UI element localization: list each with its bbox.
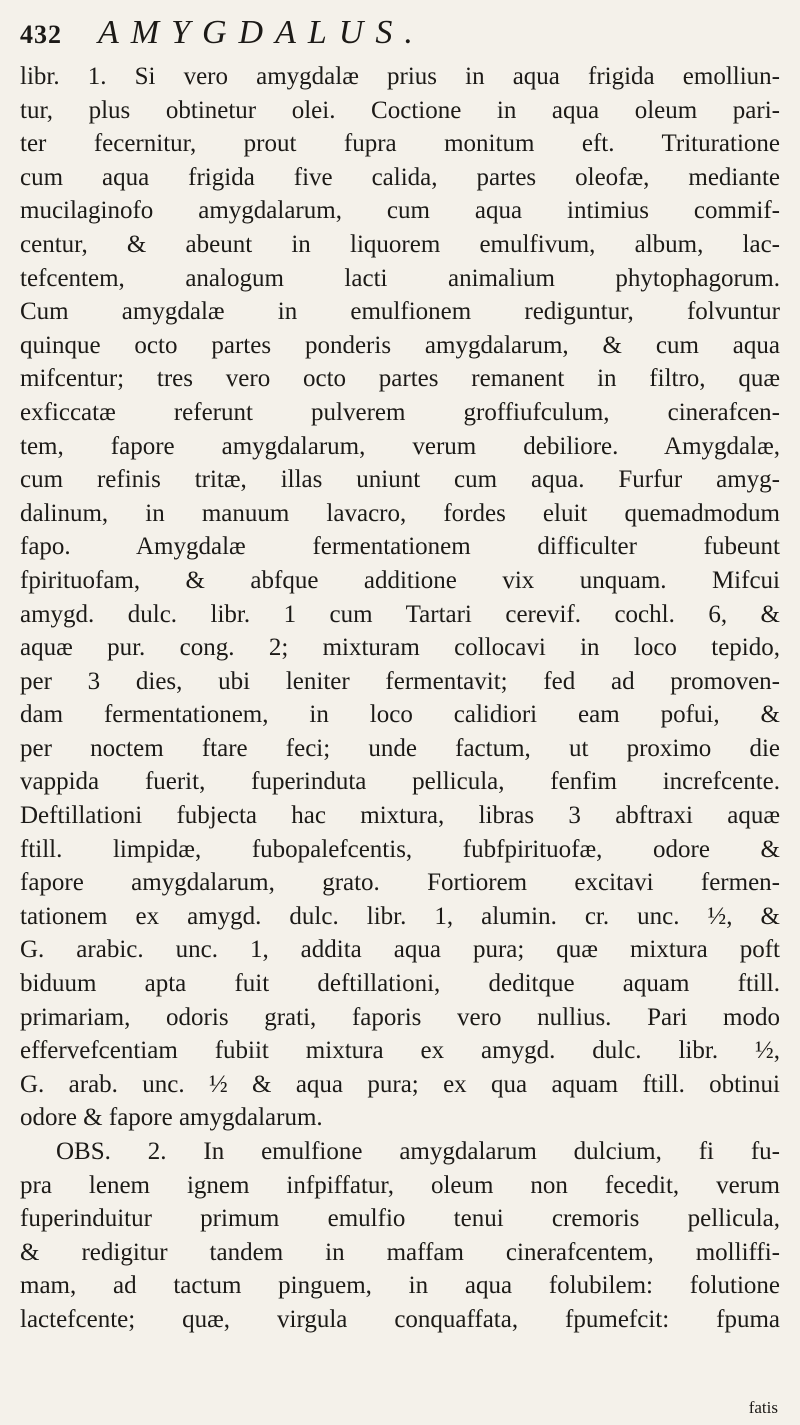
text-line: tationem ex amygd. dulc. libr. 1, alumin. cr. unc. ½, & [20,902,780,930]
text-line: tem, fapore amygdalarum, verum debiliore. Amygdalæ, [20,432,780,460]
text-line: G. arab. unc. ½ & aqua pura; ex qua aquam ftill. obtinui [20,1070,780,1098]
text-line: Deftillationi fubjecta hac mixtura, libras 3 abftraxi aquæ [20,802,780,830]
page-header [20,14,780,58]
text-line: exficcatæ referunt pulverem groffiufculum, cinerafcen- [20,398,780,426]
text-line: mucilaginofo amygdalarum, cum aqua intimius commif- [20,197,780,225]
text-line: fpirituofam, & abfque additione vix unquam. Mifcui [20,566,780,594]
text-line: cum refinis tritæ, illas uniunt cum aqua. Furfur amyg- [20,466,780,494]
text-line: aquæ pur. cong. 2; mixturam collocavi in loco tepido, [20,634,780,662]
text-line: centur, & abeunt in liquorem emulfivum, album, lac- [20,230,780,258]
text-line: ftill. limpidæ, fubopalefcentis, fubfpirituofæ, odore & [20,835,780,863]
page-number: 432 [20,20,62,49]
text-line: odore & fapore amygdalarum. [20,1104,323,1132]
text-line: fapore amygdalarum, grato. Fortiorem excitavi fermen- [20,869,780,897]
text-line: & redigitur tandem in maffam cinerafcentem, molliffi- [20,1238,780,1266]
text-line: tur, plus obtinetur olei. Coctione in aqua oleum pari- [20,96,780,124]
text-line: Cum amygdalæ in emulfionem rediguntur, folvuntur [20,298,780,326]
text-line: vappida fuerit, fuperinduta pellicula, fenfim increfcente. [20,768,780,796]
text-line: lactefcente; quæ, virgula conquaffata, fpumefcit: fpuma [20,1305,780,1333]
text-line: tefcentem, analogum lacti animalium phytophagorum. [20,264,780,292]
body-text [20,60,780,1337]
text-line: per 3 dies, ubi leniter fermentavit; fed ad promoven- [20,667,780,695]
catchword: fatis [748,1398,778,1417]
text-line: libr. 1. Si vero amygdalæ prius in aqua frigida emolliun- [20,63,780,90]
text-line: amygd. dulc. libr. 1 cum Tartari cerevif. cochl. 6, & [20,600,780,628]
text-line: quinque octo partes ponderis amygdalarum, & cum aqua [20,331,780,359]
text-line: G. arabic. unc. 1, addita aqua pura; quæ mixtura poft [20,936,780,964]
text-line: mifcentur; tres vero octo partes remanent in filtro, quæ [20,365,780,393]
text-line: dam fermentationem, in loco calidiori eam pofui, & [20,701,780,729]
text-line: dalinum, in manuum lavacro, fordes eluit quemadmodum [20,499,780,527]
text-line: mam, ad tactum pinguem, in aqua folubilem: folutione [20,1272,780,1300]
text-line: fuperinduitur primum emulfio tenui cremoris pellicula, [20,1205,780,1233]
text-line: cum aqua frigida five calida, partes oleofæ, mediante [20,163,780,191]
text-line: OBS. 2. In emulfione amygdalarum dulcium, fi fu- [56,1138,780,1165]
text-line: per noctem ftare feci; unde factum, ut proximo die [20,734,780,762]
text-line: biduum apta fuit deftillationi, deditque aquam ftill. [20,970,780,998]
running-head: AMYGDALUS. [98,14,425,51]
text-line: ter fecernitur, prout fupra monitum eft. Trituratione [20,130,780,158]
text-line: fapo. Amygdalæ fermentationem difficulter fubeunt [20,533,780,561]
text-line: pra lenem ignem infpiffatur, oleum non fecedit, verum [20,1171,780,1199]
text-line: effervefcentiam fubiit mixtura ex amygd. dulc. libr. ½, [20,1037,780,1065]
text-line: primariam, odoris grati, faporis vero nullius. Pari modo [20,1003,780,1031]
